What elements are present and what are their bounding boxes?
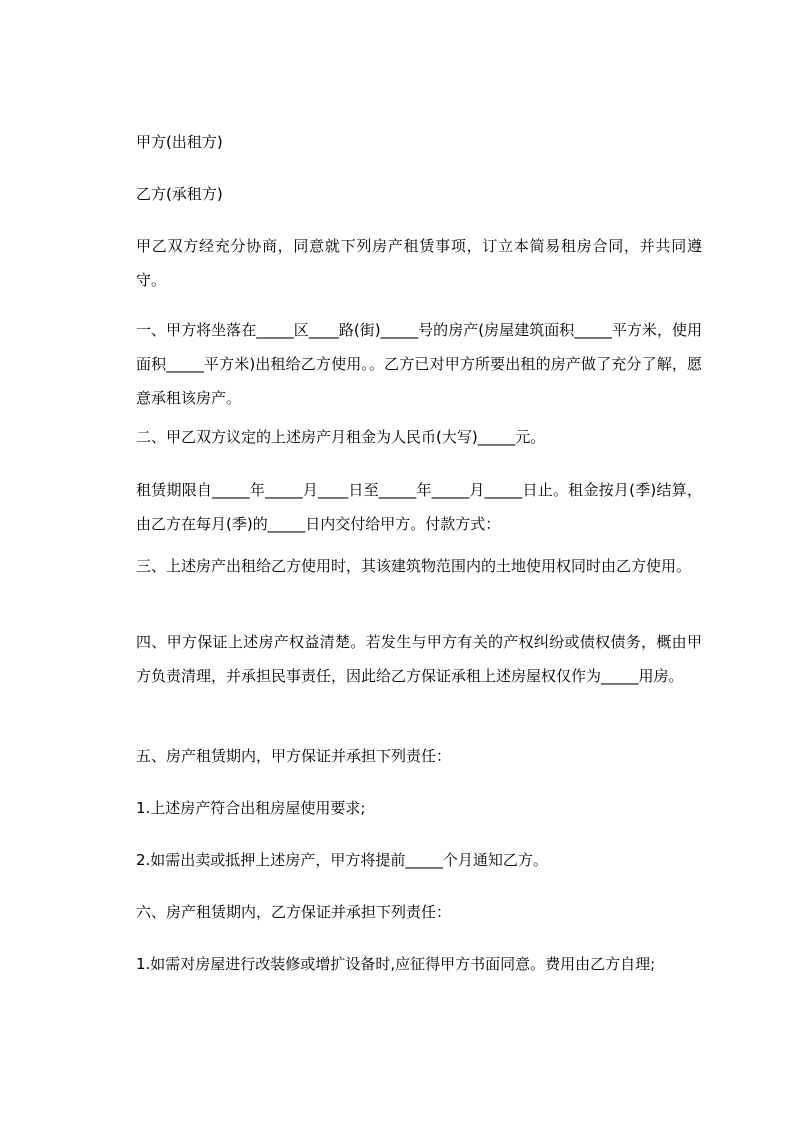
clause-3-paragraph: 三、上述房产出租给乙方使用时，其该建筑物范围内的土地使用权同时由乙方使用。	[136, 557, 692, 575]
clause-1-paragraph: 一、甲方将坐落在_____区____路(街)_____号的房产(房屋建筑面积_____平方米，使用面积_____平方米)出租给乙方使用。。乙方已对甲方所要出租的房产做了充分了解，愿意承租该房产。	[136, 321, 702, 407]
lease-term-paragraph: 租赁期限自_____年_____月____日至_____年_____月_____日止。租金按月(季)结算，由乙方在每月(季)的_____日内交付给甲方。付款方式：	[136, 481, 702, 533]
clause-5-item-2: 2.如需出卖或抵押上述房产，甲方将提前_____个月通知乙方。	[136, 851, 548, 869]
clause-4-paragraph: 四、甲方保证上述房产权益清楚。若发生与甲方有关的产权纠纷或债权债务，概由甲方负责清理，并承担民事责任，因此给乙方保证承租上述房屋权仅作为_____用房。	[136, 633, 702, 685]
clause-2-paragraph: 二、甲乙双方议定的上述房产月租金为人民币(大写)_____元。	[136, 428, 546, 446]
clause-5-heading: 五、房产租赁期内，甲方保证并承担下列责任：	[136, 747, 452, 765]
preamble-paragraph: 甲乙双方经充分协商，同意就下列房产租赁事项，订立本简易租房合同，并共同遵守。	[136, 237, 702, 289]
clause-6-item-1: 1.如需对房屋进行改装修或增扩设备时,应征得甲方书面同意。费用由乙方自理;	[136, 955, 656, 973]
party-a-line: 甲方(出租方)	[136, 133, 223, 151]
clause-6-heading: 六、房产租赁期内，乙方保证并承担下列责任：	[136, 903, 452, 921]
party-b-line: 乙方(承租方)	[136, 185, 223, 203]
clause-5-item-1: 1.上述房产符合出租房屋使用要求;	[136, 799, 366, 817]
